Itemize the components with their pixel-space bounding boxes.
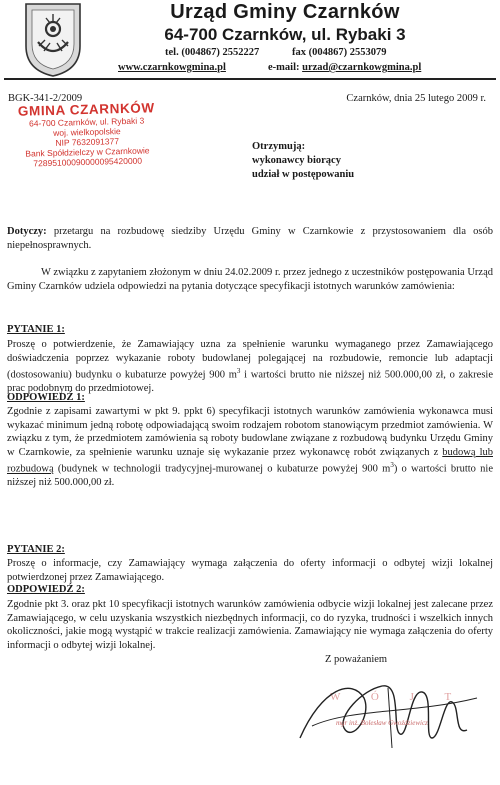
subject-paragraph <box>7 225 493 252</box>
office-name: Urząd Gminy Czarnków <box>170 1 400 23</box>
letterhead-divider <box>4 78 496 80</box>
answer-1-text <box>7 405 493 490</box>
superscript: 3 <box>236 367 241 375</box>
letter-date: Czarnków, dnia 25 lutego 2009 r. <box>346 93 486 104</box>
stamp-nip: NIP 7632091377 <box>55 136 120 148</box>
superscript: 3 <box>390 461 394 469</box>
office-address: 64-700 Czarnków, ul. Rybaki 3 <box>164 25 406 44</box>
red-office-stamp <box>11 101 163 169</box>
subject-text: przetargu na rozbudowę siedziby Urzędu Gminy w Czarnkowie z przystosowaniem dla osób niepełnosprawnych. <box>7 226 493 251</box>
email-label: e-mail: <box>268 62 300 73</box>
answer-1-underlined: budową lub rozbudową <box>7 446 493 475</box>
coat-of-arms-icon <box>24 2 82 78</box>
signatory-name: mgr inż. Bolesław Gwoździewicz <box>336 719 428 727</box>
stamp-region: woj. wielkopolskie <box>53 126 121 138</box>
stamp-name: GMINA CZARNKÓW <box>17 100 155 119</box>
recipients-line: udział w postępowaniu <box>252 169 355 180</box>
answer-1-body: Zgodnie z zapisami zawartymi w pkt 9. ppkt 6) specyfikacji istotnych warunków zamówienia wykonawca musi wykazać minimum jedną robotę odpowiadającą swoim rodzajem robotom stanowiącym przedmiot zamówienia. W związku z tym, że przedmiotem zamówienia są roboty budowlane związane z rozbudową budynku Urzędu Gminy w Czarnkowie, za spełnienie warunku uznaje się wykazanie przez wykonawcę robót związanych z <box>7 406 493 458</box>
office-fax: fax (004867) 2553079 <box>292 47 387 58</box>
office-email <box>268 62 421 73</box>
closing-phrase: Z poważaniem <box>325 654 388 665</box>
svg-text:W Ó J T: W Ó J T <box>330 691 466 703</box>
office-website-link[interactable]: www.czarnkowgmina.pl <box>118 62 226 73</box>
stamp-address: 64-700 Czarnków, ul. Rybaki 3 <box>28 115 145 129</box>
question-1-body-end: i wartości brutto nie niższej niż 500.000,00 zł, o zakresie prac podobnym do przedmiotowej. <box>7 369 493 394</box>
recipients-block <box>252 140 354 182</box>
question-1-text <box>7 338 493 396</box>
question-2-text: Proszę o informacje, czy Zamawiający wymaga załączenia do oferty informacji o odbytej wizji lokalnej potwierdzonej przez Zamawiającego. <box>7 558 493 583</box>
recipients-label: Otrzymują: <box>252 141 306 152</box>
handwritten-signature <box>292 668 482 760</box>
stamp-account: 72895100090000095420000 <box>33 155 143 169</box>
question-2-heading: PYTANIE 2: <box>7 544 65 555</box>
question-1-heading: PYTANIE 1: <box>7 324 65 335</box>
reference-number: BGK-341-2/2009 <box>8 93 83 104</box>
stamp-bank: Bank Spółdzielczy w Czarnkowie <box>25 145 150 159</box>
question-1-body: Proszę o potwierdzenie, że Zamawiający uzna za spełnienie warunku wymaganego przez Zamawiającego doświadczenia poprzez wykazanie roboty budowlanej polegającej na rozbudowie, remoncie lub adaptacji (dostosowaniu) budynku o kubaturze powyżej 900 m <box>7 339 493 381</box>
answer-1-body-end: ) o wartości brutto nie niższej niż 500.000,00 zł. <box>7 463 493 488</box>
answer-2-text: Zgodnie pkt 3. oraz pkt 10 specyfikacji istotnych warunków zamówienia odbycie wizji lokalnej jest zalecane przez Zamawiającego, w celu uzyskania wszystkich niezbędnych informacji, co do ryzyka, trudności i wszelkich innych okoliczności, jakie mogą wystąpić w trakcie realizacji zamówienia. Zamawiający nie wymaga załączenia do oferty informacji o odbytej wizji lokalnej. <box>7 599 493 651</box>
subject-label: Dotyczy: <box>7 226 47 237</box>
recipients-line: wykonawcy biorący <box>252 155 341 166</box>
office-phone: tel. (004867) 2552227 <box>165 47 260 58</box>
office-email-link[interactable]: urzad@czarnkowgmina.pl <box>302 62 422 73</box>
answer-2-heading: ODPOWIEDŹ 2: <box>7 584 85 595</box>
answer-1-heading: ODPOWIEDŹ 1: <box>7 392 85 403</box>
intro-paragraph: W związku z zapytaniem złożonym w dniu 24.02.2009 r. przez jednego z uczestników postępowania Urząd Gminy Czarnków udziela odpowiedzi na pytania dotyczące specyfikacji istotnych warunków zamówienia: <box>7 267 493 292</box>
answer-1-body-mid: (budynek w technologii tradycyjnej-murowanej o kubaturze powyżej 900 m <box>53 463 391 475</box>
